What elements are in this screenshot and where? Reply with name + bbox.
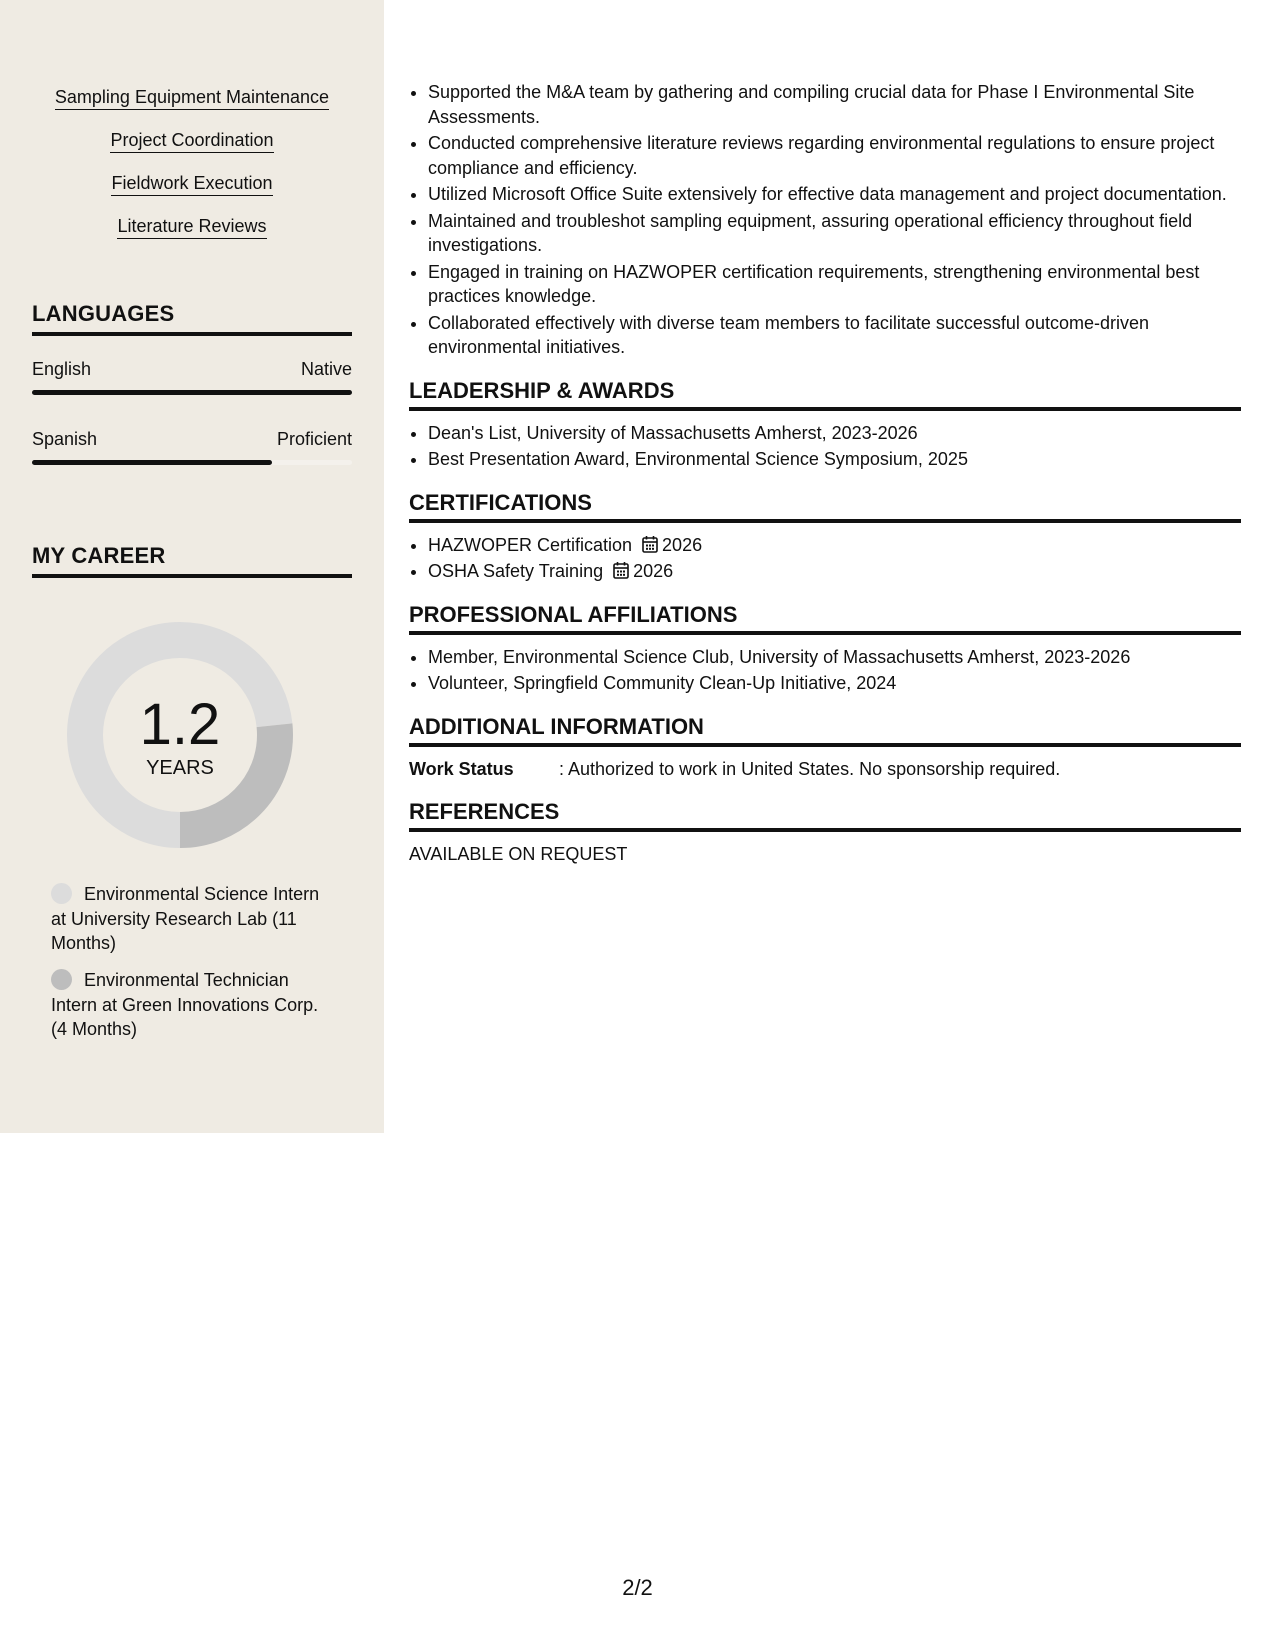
affiliation-item: • Volunteer, Springfield Community Clean-Up Initiative, 2024 (428, 671, 1241, 696)
certifications-list (409, 533, 1241, 584)
affiliations-heading: PROFESSIONAL AFFILIATIONS (409, 602, 1241, 635)
leadership-heading: LEADERSHIP & AWARDS (409, 378, 1241, 411)
skill-item: Literature Reviews (117, 215, 266, 239)
career-item (51, 882, 336, 956)
page-number: 2/2 (622, 1575, 653, 1600)
experience-bullet: • Utilized Microsoft Office Suite extensively for effective data management and project documentation. (428, 182, 1241, 207)
calendar-icon (613, 561, 629, 579)
references-heading: REFERENCES (409, 799, 1241, 832)
affiliation-item: • Member, Environmental Science Club, University of Massachusetts Amherst, 2023-2026 (428, 645, 1241, 670)
certification-year: 2026 (662, 534, 703, 555)
main-content (409, 80, 1241, 866)
career-item-text: Environmental Science Intern at University Research Lab (11 Months) (51, 884, 320, 953)
language-level: Proficient (276, 429, 352, 449)
career-total-unit: YEARS (146, 757, 214, 779)
sidebar (0, 0, 384, 1133)
certification-item (428, 533, 1241, 558)
career-legend-dot (51, 969, 72, 990)
experience-bullet: • Collaborated effectively with diverse team members to facilitate successful outcome-driven environmental initiatives. (428, 311, 1241, 360)
work-status-label: Work Status (409, 758, 514, 779)
affiliations-list (409, 645, 1241, 696)
language-proficiency-fill (32, 460, 272, 465)
experience-bullet: • Supported the M&A team by gathering and compiling crucial data for Phase I Environmental Site Assessments. (428, 80, 1241, 129)
certification-name: HAZWOPER Certification (428, 534, 633, 555)
career-heading: MY CAREER (32, 543, 352, 578)
experience-bullets (409, 80, 1241, 360)
career-item-text: Environmental Technician Intern at Green Innovations Corp. (4 Months) (51, 970, 319, 1039)
leadership-item: • Dean's List, University of Massachusetts Amherst, 2023-2026 (428, 421, 1241, 446)
languages-heading: LANGUAGES (32, 301, 352, 336)
language-level: Native (300, 359, 352, 379)
calendar-icon (642, 535, 658, 553)
leadership-item: • Best Presentation Award, Environmental Science Symposium, 2025 (428, 447, 1241, 472)
work-status-value: : Authorized to work in United States. No sponsorship required. (559, 758, 1061, 779)
leadership-list (409, 421, 1241, 472)
certification-name: OSHA Safety Training (428, 561, 604, 581)
skills-list (0, 86, 384, 258)
language-proficiency-fill (32, 390, 352, 395)
certifications-heading: CERTIFICATIONS (409, 490, 1241, 523)
certification-item (428, 559, 1241, 584)
career-total-years: 1.2 (139, 692, 221, 757)
career-item (51, 968, 336, 1042)
references-text: AVAILABLE ON REQUEST (409, 843, 628, 864)
career-legend-dot (51, 883, 72, 904)
certification-year: 2026 (633, 561, 674, 581)
experience-bullet: • Maintained and troubleshot sampling equipment, assuring operational efficiency throughout field investigations. (428, 209, 1241, 258)
skill-item: Fieldwork Execution (111, 172, 272, 196)
experience-bullet: • Conducted comprehensive literature reviews regarding environmental regulations to ensure project compliance and efficiency. (428, 131, 1241, 180)
work-status-row (409, 757, 1241, 781)
language-name: English (32, 359, 92, 379)
skill-item: Sampling Equipment Maintenance (55, 86, 329, 110)
experience-bullet: • Engaged in training on HAZWOPER certification requirements, strengthening environmental best practices knowledge. (428, 260, 1241, 309)
additional-info-heading: ADDITIONAL INFORMATION (409, 714, 1241, 747)
language-proficiency-bar (32, 390, 352, 395)
skill-item: Project Coordination (110, 129, 273, 153)
language-name: Spanish (32, 429, 98, 449)
language-proficiency-bar (32, 460, 352, 465)
